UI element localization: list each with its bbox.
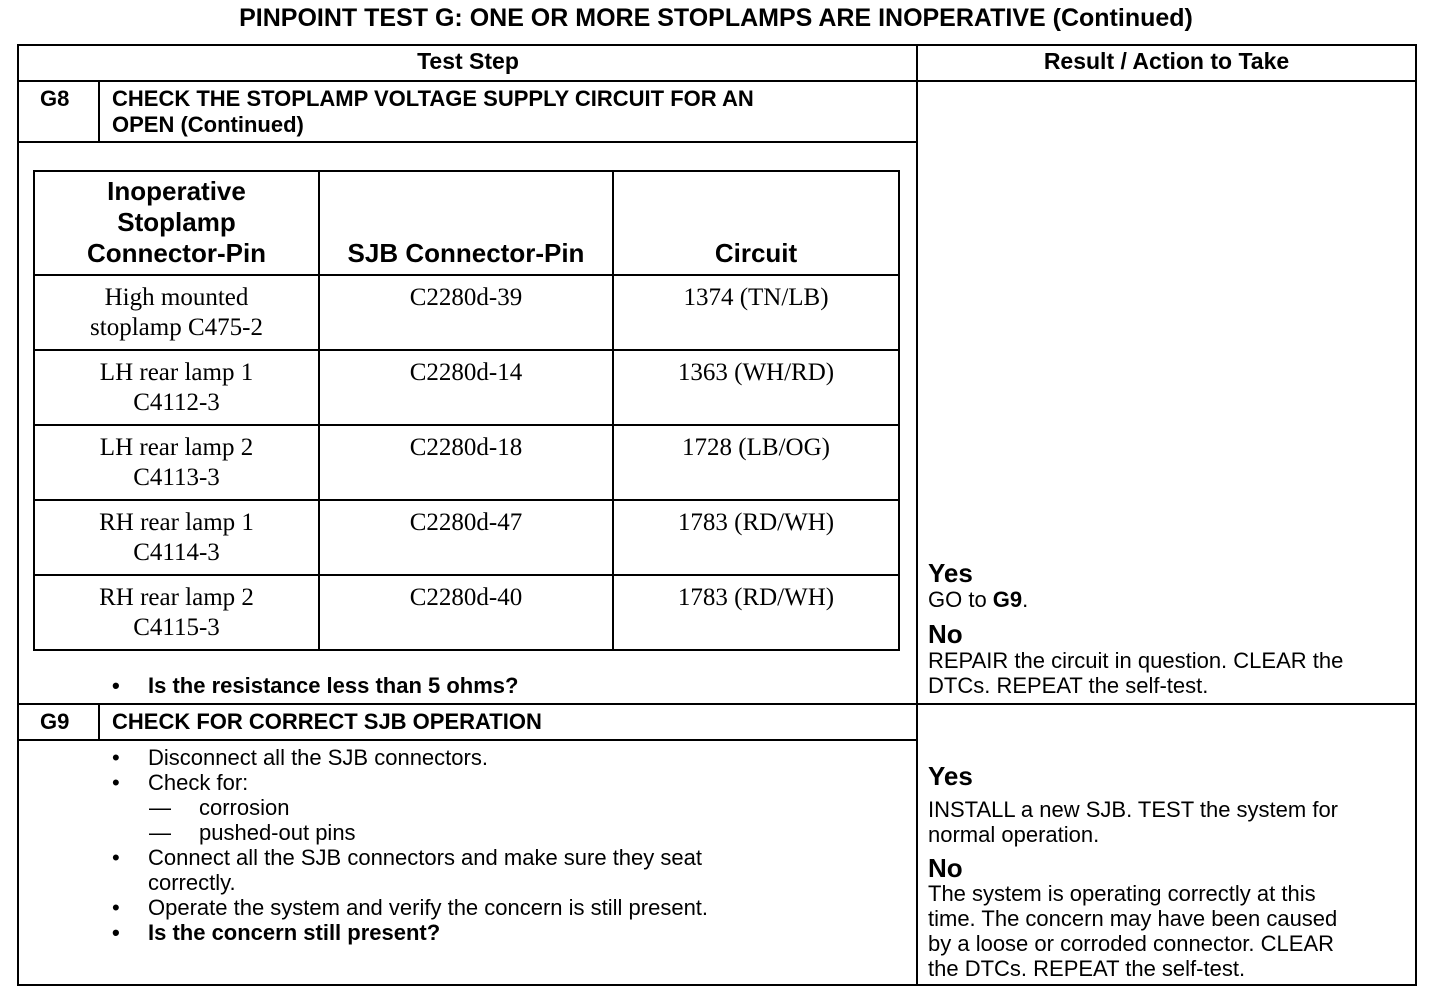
table-row-lamp (35, 283, 318, 343)
table-row-sjb: C2280d-39 (409, 284, 523, 311)
lamp-line1: RH rear lamp 1 (99, 509, 254, 536)
g9-bullet-2-text: Check for: (148, 770, 249, 795)
column-divider (916, 44, 918, 986)
bullet-icon: • (112, 745, 120, 770)
itab-row-divider-2 (33, 424, 900, 426)
g8-yes-label: Yes (928, 558, 973, 588)
table-row-lamp (35, 508, 318, 568)
table-row-lamp (35, 433, 318, 493)
table-row-circuit: 1728 (LB/OG) (682, 434, 830, 461)
itab-header-circuit: Circuit (714, 238, 798, 268)
page-title: PINPOINT TEST G: ONE OR MORE STOPLAMPS ARE INOPERATIVE (Continued) (239, 4, 1193, 32)
header-test-step: Test Step (417, 48, 519, 74)
g9-id-divider (98, 703, 100, 740)
step-title-g8-line2: OPEN (Continued) (112, 112, 304, 137)
g8-no-line2: DTCs. REPEAT the self-test. (928, 673, 1209, 698)
lamp-line1: LH rear lamp 2 (99, 434, 254, 461)
table-row-sjb: C2280d-40 (409, 584, 523, 611)
g8-yes-text (928, 587, 1028, 612)
itab-row-divider-4 (33, 574, 900, 576)
g8-no-text (928, 648, 1343, 698)
g9-yes-text (928, 797, 1338, 847)
g8-yes-link: G9 (992, 587, 1023, 612)
itab-header-lamp-line1: Inoperative (107, 176, 246, 206)
g8-id-divider (98, 80, 100, 142)
g9-no-line4: the DTCs. REPEAT the self-test. (928, 956, 1246, 981)
header-divider (17, 80, 1417, 82)
header-result: Result / Action to Take (1043, 48, 1290, 74)
table-row-sjb: C2280d-47 (409, 509, 523, 536)
bullet-icon: • (112, 920, 120, 945)
g9-bullet-3-line2: correctly. (148, 870, 236, 895)
g9-bullet-1-text: Disconnect all the SJB connectors. (148, 745, 488, 770)
itab-row-divider-1 (33, 349, 900, 351)
step-id-g8: G8 (40, 86, 70, 111)
g9-yes-line1: INSTALL a new SJB. TEST the system for (928, 797, 1339, 822)
step-title-g9: CHECK FOR CORRECT SJB OPERATION (112, 709, 542, 734)
g9-bullet-4-text: Operate the system and verify the concern is still present. (148, 895, 709, 920)
g9-title-divider (17, 739, 917, 741)
g8-no-line1: REPAIR the circuit in question. CLEAR the (928, 648, 1344, 673)
itab-header-lamp-line3: Connector-Pin (86, 238, 267, 268)
g8-no-label: No (928, 619, 963, 649)
g9-no-label: No (928, 853, 963, 883)
g9-yes-line2: normal operation. (928, 822, 1100, 847)
lamp-line1: LH rear lamp 1 (99, 359, 254, 386)
lamp-line1: High mounted (104, 284, 249, 311)
g9-no-text (928, 881, 1337, 981)
table-row-circuit: 1363 (WH/RD) (677, 359, 835, 386)
dash-icon: — (149, 795, 171, 820)
itab-row-divider-3 (33, 499, 900, 501)
g9-sub-1-text: corrosion (199, 795, 290, 820)
bullet-icon: • (112, 895, 120, 920)
lamp-line2: C4114-3 (133, 539, 220, 566)
lamp-line2: stoplamp C475-2 (90, 314, 263, 341)
dash-icon: — (149, 820, 171, 845)
lamp-line1: RH rear lamp 2 (99, 584, 254, 611)
itab-header-divider (33, 274, 900, 276)
table-row-sjb: C2280d-18 (409, 434, 523, 461)
g8-question-text: Is the resistance less than 5 ohms? (148, 673, 519, 698)
lamp-line2: C4113-3 (133, 464, 220, 491)
table-row-circuit: 1783 (RD/WH) (677, 584, 835, 611)
table-row-circuit: 1374 (TN/LB) (683, 284, 829, 311)
g8-yes-prefix: GO to (928, 587, 993, 612)
table-row-circuit: 1783 (RD/WH) (677, 509, 835, 536)
g9-no-line1: The system is operating correctly at this (928, 881, 1316, 906)
itab-header-lamp (35, 176, 318, 269)
bullet-icon: • (112, 770, 120, 795)
g9-bullet-5-text: Is the concern still present? (148, 920, 441, 945)
step-title-g8-line1: CHECK THE STOPLAMP VOLTAGE SUPPLY CIRCUIT FOR AN (112, 86, 754, 111)
g8-yes-suffix: . (1022, 587, 1029, 612)
bullet-icon: • (112, 845, 120, 870)
lamp-line2: C4115-3 (133, 614, 220, 641)
lamp-line2: C4112-3 (133, 389, 220, 416)
step-id-g9: G9 (40, 709, 70, 734)
g9-no-line3: by a loose or corroded connector. CLEAR (928, 931, 1335, 956)
g9-no-line2: time. The concern may have been caused (928, 906, 1338, 931)
table-row-sjb: C2280d-14 (409, 359, 523, 386)
g9-bullet-3-line1: Connect all the SJB connectors and make sure they seat (148, 845, 702, 870)
table-row-lamp (35, 358, 318, 418)
g8-g9-divider (17, 703, 1417, 705)
itab-header-lamp-line2: Stoplamp (117, 207, 236, 237)
g9-sub-2-text: pushed-out pins (199, 820, 356, 845)
g8-title-divider (17, 141, 917, 143)
step-title-g8 (112, 86, 754, 138)
itab-header-sjb: SJB Connector-Pin (347, 238, 585, 268)
bullet-icon: • (112, 673, 120, 698)
table-row-lamp (35, 583, 318, 643)
g9-yes-label: Yes (928, 761, 973, 791)
